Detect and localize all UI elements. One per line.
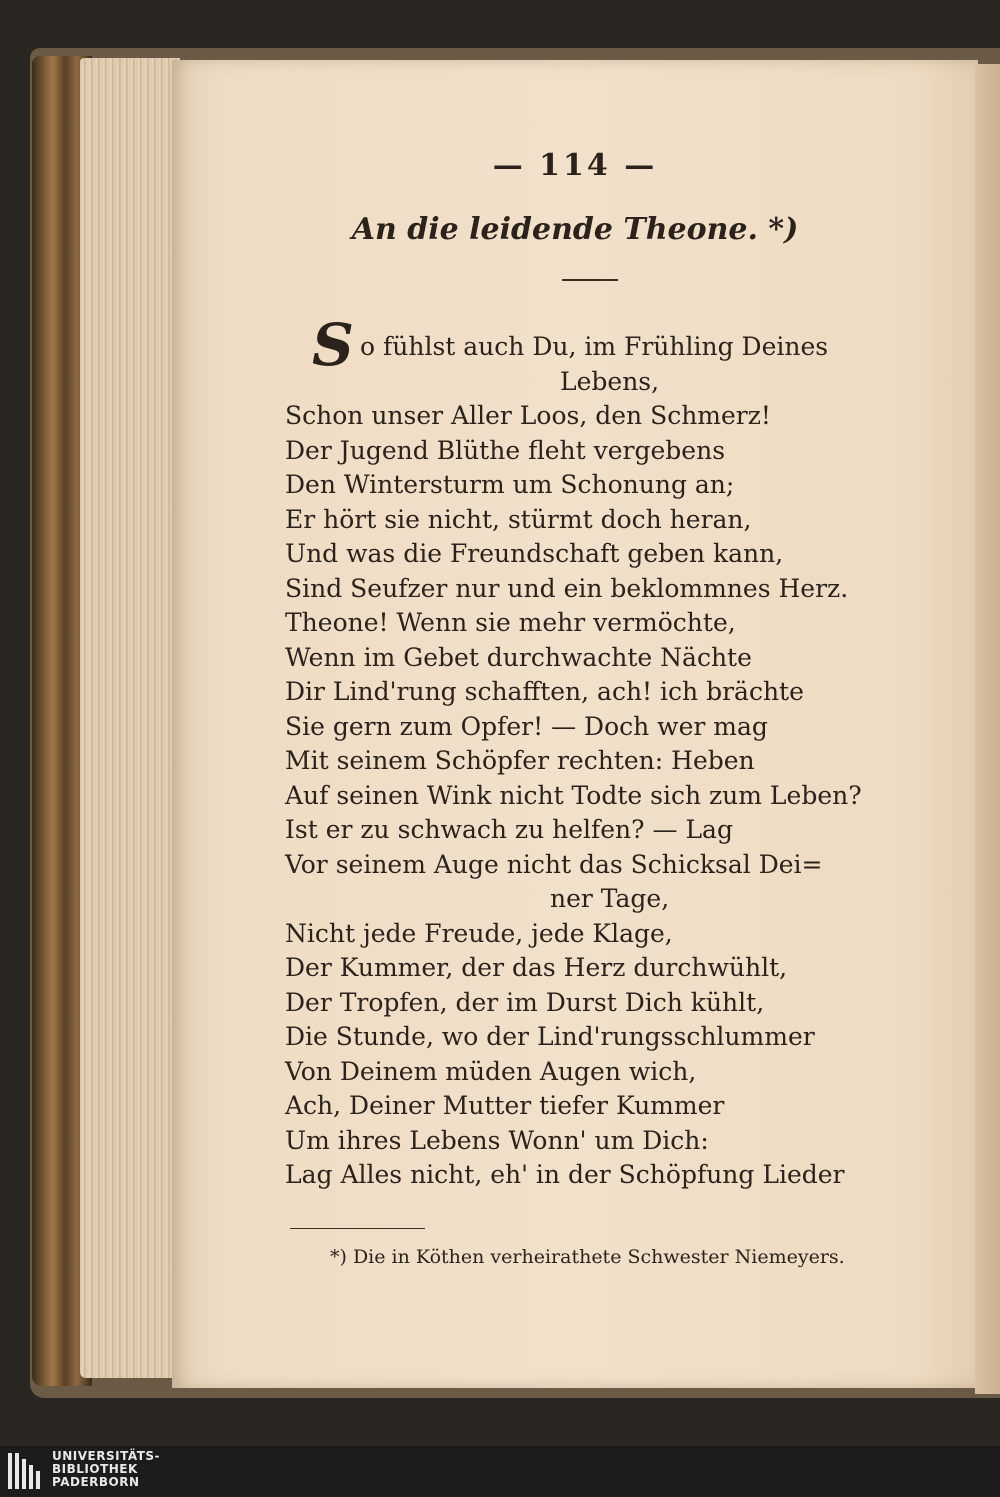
- title-divider: [562, 279, 618, 281]
- poem-line: o fühlst auch Du, im Frühling Deines: [360, 332, 829, 361]
- library-logo-icon: [6, 1451, 46, 1491]
- poem-line: Theone! Wenn sie mehr vermöchte,: [285, 608, 736, 637]
- poem-line: ner Tage,: [550, 884, 670, 913]
- poem-line: Ach, Deiner Mutter tiefer Kummer: [285, 1091, 725, 1120]
- poem-line: Dir Lind'rung schafften, ach! ich brächte: [285, 677, 804, 706]
- poem-line: Um ihres Lebens Wonn' um Dich:: [285, 1125, 709, 1155]
- footnote-divider: [290, 1228, 425, 1229]
- library-name: [52, 1450, 160, 1489]
- poem-line: Der Kummer, der das Herz durchwühlt,: [285, 953, 788, 982]
- poem-line: Der Tropfen, der im Durst Dich kühlt,: [285, 987, 765, 1017]
- poem-line: Den Wintersturm um Schonung an;: [285, 470, 735, 499]
- poem-line: Schon unser Aller Loos, den Schmerz!: [285, 401, 771, 430]
- poem-line: Von Deinem müden Augen wich,: [285, 1056, 697, 1086]
- poem-line: Und was die Freundschaft geben kann,: [285, 539, 784, 568]
- facing-page-edge: [975, 64, 1000, 1394]
- poem-line: Lag Alles nicht, eh' in der Schöpfung Lieder: [285, 1160, 845, 1189]
- page-stack-edges: [80, 58, 180, 1378]
- poem-line: Mit seinem Schöpfer rechten: Heben: [285, 746, 755, 775]
- library-name-line: PADERBORN: [52, 1475, 140, 1489]
- poem-line: Der Jugend Blüthe fleht vergebens: [285, 435, 726, 465]
- poem-body: [285, 330, 925, 1193]
- poem-line: Wenn im Gebet durchwachte Nächte: [285, 642, 752, 672]
- poem-line: Sind Seufzer nur und ein beklommnes Herz.: [285, 573, 849, 603]
- poem-line: Ist er zu schwach zu helfen? — Lag: [285, 815, 733, 844]
- footnote: *) Die in Köthen verheirathete Schwester Niemeyers.: [330, 1246, 845, 1268]
- drop-cap: S: [312, 311, 354, 379]
- poem-line: Nicht jede Freude, jede Klage,: [285, 918, 673, 948]
- poem-line: Vor seinem Auge nicht das Schicksal Dei=: [285, 849, 823, 879]
- poem-line: Die Stunde, wo der Lind'rungsschlummer: [285, 1022, 815, 1051]
- poem-line: Auf seinen Wink nicht Todte sich zum Leben?: [285, 780, 862, 810]
- poem-title: An die leidende Theone. *): [351, 212, 799, 247]
- poem-line: Er hört sie nicht, stürmt doch heran,: [285, 504, 752, 534]
- page-number: — 114 —: [492, 148, 658, 183]
- library-name-line: BIBLIOTHEK: [52, 1462, 138, 1476]
- library-name-line: UNIVERSITÄTS-: [52, 1449, 161, 1463]
- poem-line: Sie gern zum Opfer! — Doch wer mag: [285, 711, 768, 741]
- poem-line: Lebens,: [560, 366, 660, 396]
